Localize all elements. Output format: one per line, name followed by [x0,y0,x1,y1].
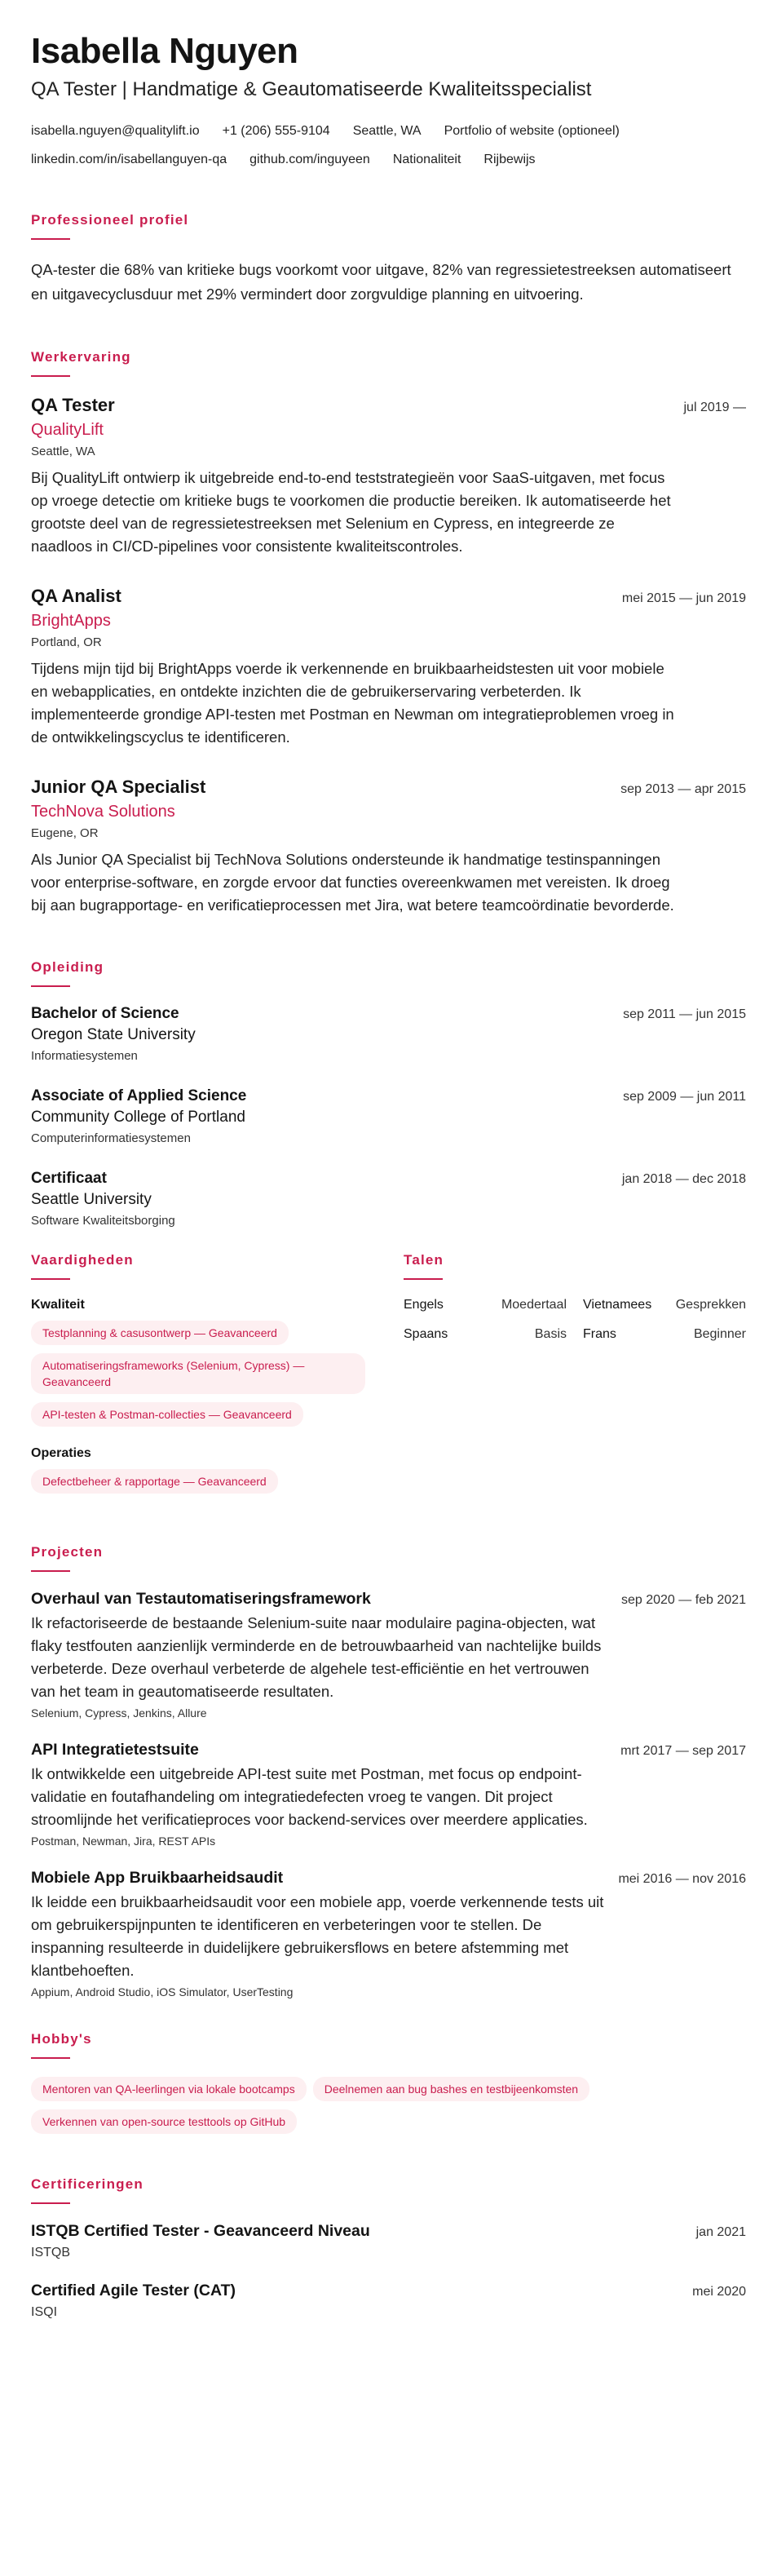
contact-portfolio[interactable]: Portfolio of website (optioneel) [444,124,620,139]
project-description: Ik leidde een bruikbaarheidsaudit voor een mobiele app, voerde verkennende tests uit om gebruikerspijnpunten te identificeren en verbeteringen voor te stellen. De inspanning resulteerde in duidelijkere gebruikersflows en betere afstemming met klantbehoeften. [31,1893,604,1980]
languages-section [404,1252,746,1513]
language-level: Gesprekken [675,1298,746,1312]
hobby-list [31,2077,746,2142]
skill-chip: Defectbeheer & rapportage — Geavanceerd [31,1469,278,1494]
project-tools: Appium, Android Studio, iOS Simulator, UserTesting [31,1985,294,1999]
project-name: Mobiele App Bruikbaarheidsaudit [31,1869,284,1888]
job-description: Tijdens mijn tijd bij BrightApps voerde ik verkennende en bruikbaarheidstesten uit voor mobiele en webapplicaties, en ontdekte inzichten die de gebruikerservaring verbeterden. Ik implementeerde grondige API-testen met Postman en Newman om integratieproblemen vroeg in de ontwikkelingscyclus te identificeren. [31,660,674,746]
experience-section [31,349,746,917]
section-title-hobbies: Hobby's [31,2031,92,2047]
company-name: BrightApps [31,612,111,631]
job-title: Junior QA Specialist [31,777,206,798]
project-name: API Integratietestsuite [31,1741,199,1759]
job-dates: mei 2015 — jun 2019 [621,591,746,606]
section-title-education: Opleiding [31,959,104,976]
education-entry [31,1087,746,1145]
certifications-section [31,2176,746,2320]
skill-chip: API-testen & Postman-collecties — Geavanceerd [31,1402,303,1427]
certification-name: Certified Agile Tester (CAT) [31,2282,236,2300]
section-title-projects: Projecten [31,1544,104,1560]
job-title: QA Analist [31,586,121,607]
contact-github[interactable]: github.com/inguyeen [249,153,370,167]
education-dates: sep 2009 — jun 2011 [623,1090,746,1104]
project-description: Ik refactoriseerde de bestaande Selenium-suite naar modulaire pagina-objecten, wat flaky testfouten aanzienlijk verminderde en de betrouwbaarheid van nachtelijke builds verbeterde. Deze overhaul verbeterde de algehele test-efficiëntie en het vertrouwen van het team in geautomatiseerde resultaten. [31,1614,602,1701]
project-entry [31,1741,746,1848]
school-name: Oregon State University [31,1026,196,1044]
contact-drivers-license: Rijbewijs [483,153,536,167]
experience-entry [31,777,746,917]
language-level: Moedertaal [501,1298,567,1312]
degree-name: Certificaat [31,1170,107,1188]
language-name: Frans [583,1327,616,1342]
job-dates: jul 2019 — [683,401,746,415]
skill-group-title: Operaties [31,1446,91,1461]
project-dates: sep 2020 — feb 2021 [620,1593,746,1608]
hobby-chip: Mentoren van QA-leerlingen via lokale bootcamps [31,2077,307,2101]
language-item [583,1327,746,1342]
certification-issuer: ISQI [31,2305,58,2320]
skill-chip: Testplanning & casusontwerp — Geavanceerd [31,1321,289,1345]
project-entry [31,1869,746,1998]
skill-group [31,1446,373,1502]
education-entry [31,1170,746,1228]
contact-location: Seattle, WA [352,124,422,139]
section-divider [31,1278,70,1280]
hobby-chip: Verkennen van open-source testtools op GitHub [31,2109,297,2134]
profile-summary: QA-tester die 68% van kritieke bugs voorkomt voor uitgave, 82% van regressietestreeksen automatiseert en uitgavecyclusduur met 29% vermindert door zorgvuldige planning en uitvoering. [31,261,731,303]
field-of-study: Computerinformatiesystemen [31,1131,191,1146]
projects-section [31,1544,746,1998]
section-title-certifications: Certificeringen [31,2176,143,2193]
language-item [583,1298,746,1312]
contact-linkedin[interactable]: linkedin.com/in/isabellanguyen-qa [31,153,227,167]
certification-issuer: ISTQB [31,2246,71,2260]
company-name: QualityLift [31,421,104,440]
section-title-experience: Werkervaring [31,349,131,365]
language-name: Spaans [404,1327,448,1342]
job-location: Seattle, WA [31,445,95,459]
language-item [404,1298,567,1312]
language-list [404,1298,746,1342]
project-dates: mei 2016 — nov 2016 [618,1872,746,1887]
candidate-headline: QA Tester | Handmatige & Geautomatiseerde Kwaliteitsspecialist [31,78,592,101]
project-name: Overhaul van Testautomatiseringsframework [31,1590,371,1609]
language-name: Engels [404,1298,444,1312]
section-divider [31,238,70,240]
education-entry [31,1005,746,1063]
section-title-profile: Professioneel profiel [31,212,189,228]
language-name: Vietnamees [583,1298,652,1312]
job-location: Portland, OR [31,635,102,650]
profile-section [31,212,746,307]
hobbies-section [31,2031,746,2142]
skill-chip: Automatiseringsframeworks (Selenium, Cypress) — Geavanceerd [31,1353,365,1394]
education-dates: sep 2011 — jun 2015 [623,1007,746,1022]
language-item [404,1327,567,1342]
education-dates: jan 2018 — dec 2018 [621,1172,746,1187]
contact-phone[interactable]: +1 (206) 555-9104 [222,124,330,139]
field-of-study: Software Kwaliteitsborging [31,1214,175,1228]
job-dates: sep 2013 — apr 2015 [620,782,746,797]
section-divider [31,1570,70,1572]
project-tools: Selenium, Cypress, Jenkins, Allure [31,1706,207,1720]
experience-entry [31,586,746,749]
education-section [31,959,746,1228]
project-entry [31,1590,746,1720]
project-tools: Postman, Newman, Jira, REST APIs [31,1835,216,1848]
certification-date: mei 2020 [692,2285,746,2299]
skill-group-title: Kwaliteit [31,1298,85,1312]
job-description: Bij QualityLift ontwierp ik uitgebreide end-to-end teststrategieën voor SaaS-uitgaven, met focus op vroege detectie om kritieke bugs te voorkomen die productie bereiken. Ik automatiseerde het grootste deel van de regressietestreeksen met Selenium en Cypress, en integreerde ze naadloos in CI/CD-pipelines voor consistente kwaliteitscontroles. [31,469,671,555]
degree-name: Associate of Applied Science [31,1087,247,1105]
section-divider [31,375,70,377]
contact-email[interactable]: isabella.nguyen@qualitylift.io [31,124,200,139]
section-divider [404,1278,443,1280]
school-name: Seattle University [31,1191,152,1209]
section-divider [31,985,70,987]
school-name: Community College of Portland [31,1109,245,1126]
certification-date: jan 2021 [695,2225,746,2240]
section-divider [31,2057,70,2059]
section-divider [31,2202,70,2204]
degree-name: Bachelor of Science [31,1005,179,1023]
skills-section [31,1252,373,1513]
skill-group [31,1298,373,1435]
language-level: Basis [534,1327,567,1342]
job-description: Als Junior QA Specialist bij TechNova Solutions ondersteunde ik handmatige testinspanningen voor enterprise-software, en zorgde ervoor dat functies overeenkwamen met vereisten. Ik droeg bij aan bugrapportage- en verificatieprocessen met Jira, wat betere teamcoördinatie bevorderde. [31,851,674,914]
field-of-study: Informatiesystemen [31,1049,138,1064]
company-name: TechNova Solutions [31,803,175,821]
experience-entry [31,395,746,558]
certification-entry [31,2222,746,2260]
hobby-chip: Deelnemen aan bug bashes en testbijeenkomsten [313,2077,589,2101]
job-title: QA Tester [31,395,115,416]
certification-name: ISTQB Certified Tester - Geavanceerd Niveau [31,2222,370,2241]
candidate-name: Isabella Nguyen [31,31,298,71]
section-title-skills: Vaardigheden [31,1252,134,1268]
contact-nationality: Nationaliteit [392,153,461,167]
contact-list [31,121,746,170]
project-dates: mrt 2017 — sep 2017 [620,1744,746,1759]
resume-header [31,33,746,170]
job-location: Eugene, OR [31,826,99,841]
section-title-languages: Talen [404,1252,444,1268]
certification-entry [31,2282,746,2320]
skills-languages-row [31,1252,746,1513]
project-description: Ik ontwikkelde een uitgebreide API-test suite met Postman, met focus op endpoint-validatie en foutafhandeling om integratiedefecten vroeg te vangen. Dit project stroomlijnde het verificatieproces voor backend-services over meerdere applicaties. [31,1765,588,1829]
language-level: Beginner [693,1327,746,1342]
